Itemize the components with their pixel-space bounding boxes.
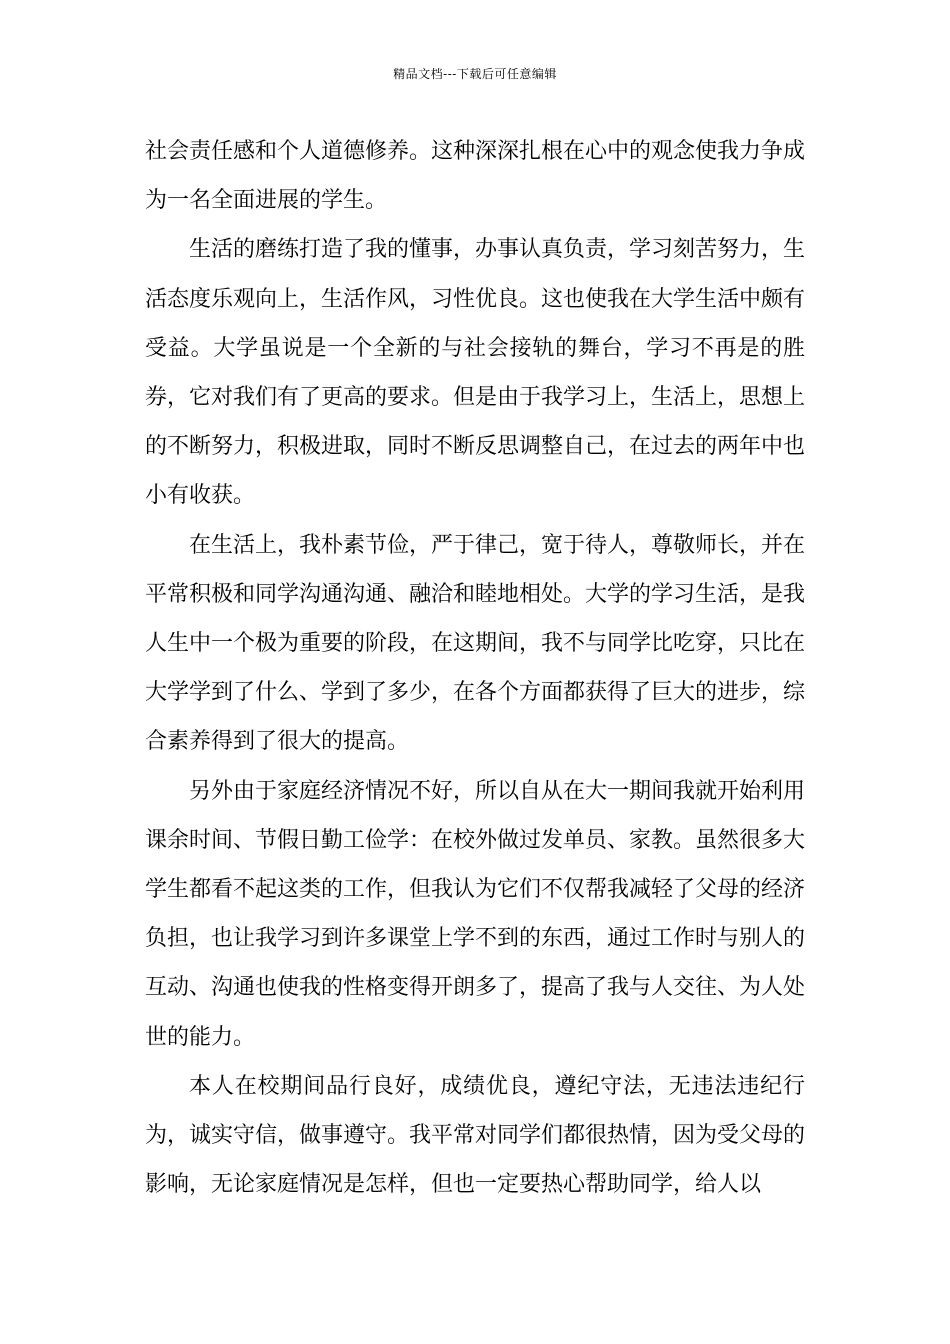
- paragraph-life-training: 生活的磨练打造了我的懂事，办事认真负责，学习刻苦努力，生活态度乐观向上，生活作风，习性优良。这也使我在大学生活中颇有受益。大学虽说是一个全新的与社会接轨的舞台，学习不再是的胜券，它对我们有了更高的要求。但是由于我学习上，生活上，思想上的不断努力，积极进取，同时不断反思调整自己，在过去的两年中也小有收获。: [145, 237, 806, 509]
- paragraph-work-study: 另外由于家庭经济情况不好，所以自从在大一期间我就开始利用课余时间、节假日勤工俭学：在校外做过发单员、家教。虽然很多大学生都看不起这类的工作，但我认为它们不仅帮我减轻了父母的经济负担，也让我学习到许多课堂上学不到的东西，通过工作时与别人的互动、沟通也使我的性格变得开朗多了，提高了我与人交往、为人处世的能力。: [145, 778, 806, 1050]
- document-body: [145, 127, 805, 1209]
- page-header: 精品文档---下载后可任意编辑: [393, 67, 557, 81]
- paragraph-life-attitude: 在生活上，我朴素节俭，严于律己，宽于待人，尊敬师长，并在平常积极和同学沟通沟通、融洽和睦地相处。大学的学习生活，是我人生中一个极为重要的阶段，在这期间，我不与同学比吃穿，只比在大学学到了什么、学到了多少，在各个方面都获得了巨大的进步，综合素养得到了很大的提高。: [145, 532, 806, 755]
- paragraph-continuation: 社会责任感和个人道德修养。这种深深扎根在心中的观念使我力争成为一名全面进展的学生。: [145, 139, 806, 214]
- paragraph-conduct: 本人在校期间品行良好，成绩优良，遵纪守法，无违法违纪行为，诚实守信，做事遵守。我平常对同学们都很热情，因为受父母的影响，无论家庭情况是怎样，但也一定要热心帮助同学，给人以: [145, 1073, 806, 1198]
